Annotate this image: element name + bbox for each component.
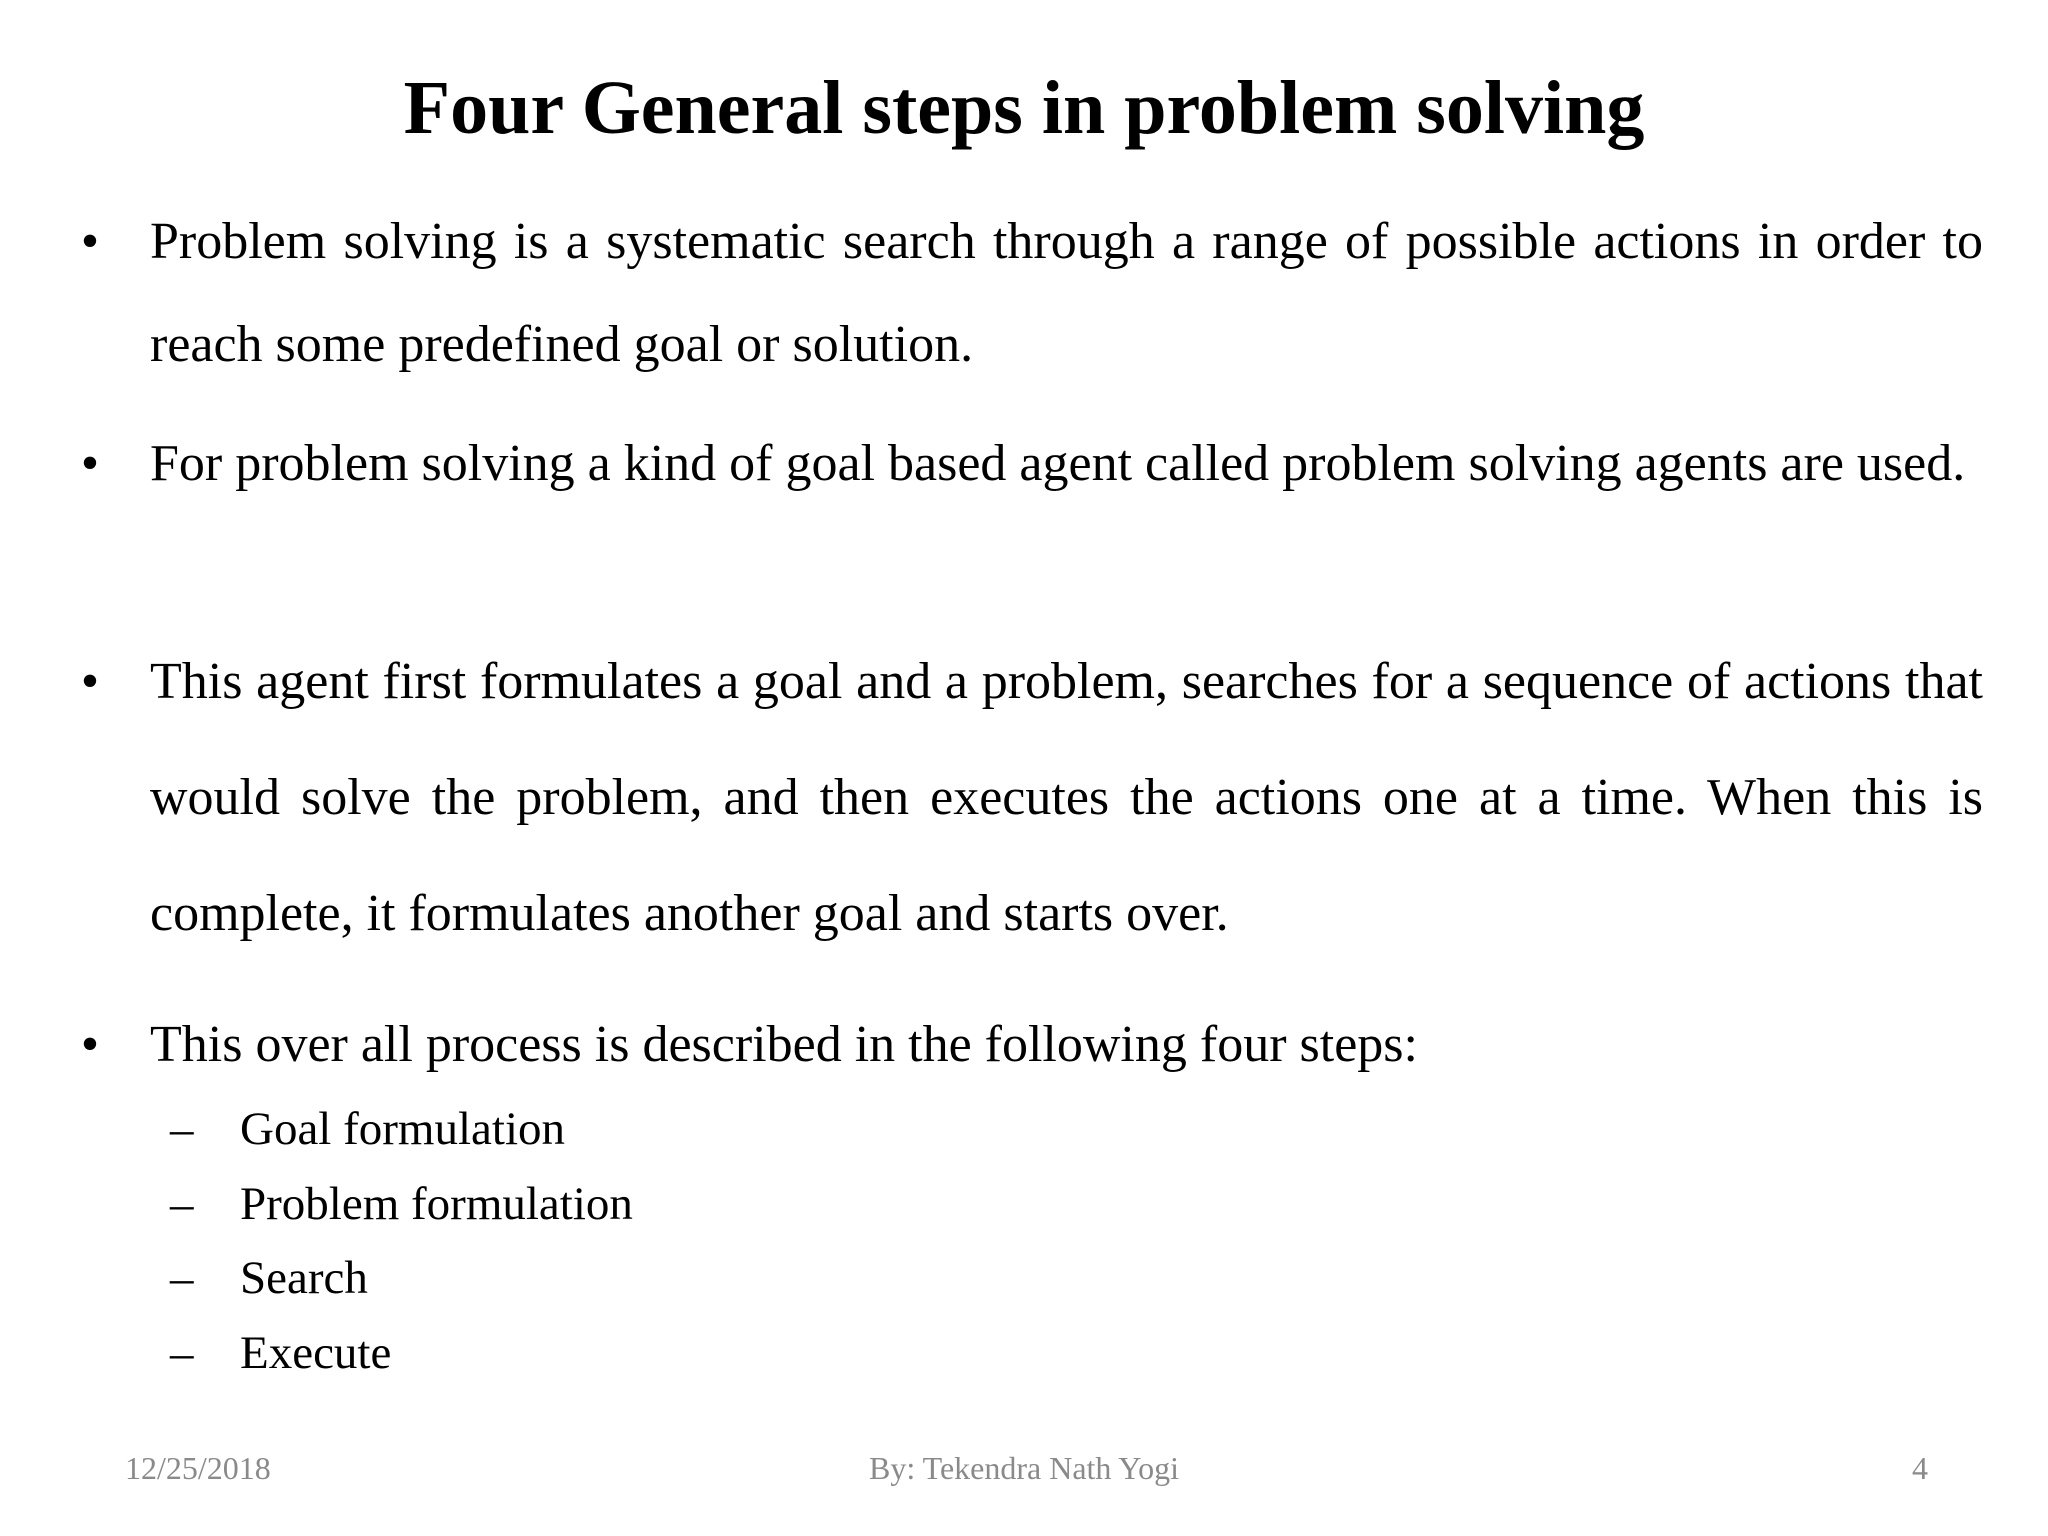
step-label: Goal formulation (240, 1103, 566, 1155)
dash-icon: – (170, 1103, 194, 1155)
bullet-text: This over all process is described in the following four steps: (150, 1016, 1418, 1073)
bullet-item (80, 1000, 1983, 1090)
footer-page-number: 4 (1912, 1450, 1928, 1486)
step-item (170, 1241, 633, 1316)
bullet-icon: • (80, 213, 100, 270)
step-item (170, 1316, 633, 1391)
step-item (170, 1092, 633, 1167)
footer-author: By: Tekendra Nath Yogi (868, 1450, 1180, 1486)
bullet-text: For problem solving a kind of goal based agent called problem solving agents are used. (150, 435, 1966, 492)
dash-icon: – (170, 1177, 194, 1230)
bullet-item (80, 190, 1983, 396)
bullet-icon: • (80, 435, 100, 492)
footer-date: 12/25/2018 (125, 1450, 271, 1486)
steps-list (170, 1092, 633, 1390)
step-item (170, 1167, 633, 1242)
bullet-item (80, 412, 1983, 515)
bullet-text: Problem solving is a systematic search through a range of possible actions in order to reach some predefined goal or solution. (150, 213, 1983, 373)
step-label: Execute (240, 1326, 392, 1379)
slide-title: Four General steps in problem solving (403, 66, 1645, 150)
step-label: Problem formulation (240, 1177, 633, 1230)
bullet-icon: • (80, 653, 100, 710)
bullet-item (80, 624, 1983, 972)
bullet-text: This agent first formulates a goal and a problem, searches for a sequence of actions that would solve the problem, and then executes the actions one at a time. When this is complete, it formulates another goal and starts over. (150, 653, 1983, 942)
dash-icon: – (170, 1326, 194, 1379)
dash-icon: – (170, 1252, 194, 1304)
bullet-icon: • (80, 1016, 100, 1073)
step-label: Search (240, 1252, 368, 1304)
